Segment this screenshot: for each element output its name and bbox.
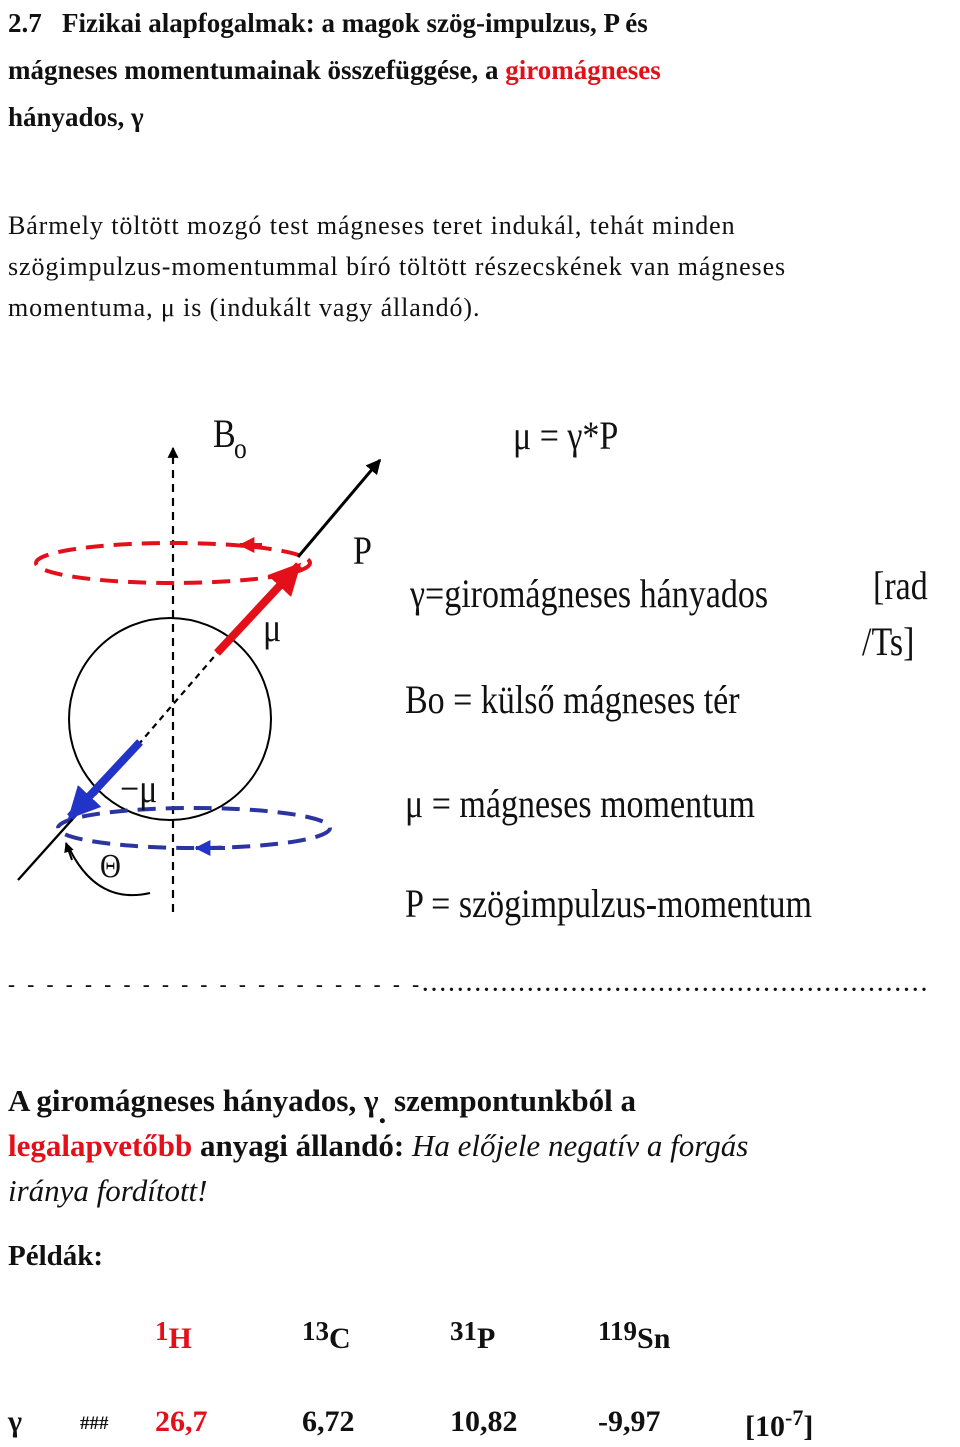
summary-highlight: legalapvetőbb [8, 1128, 193, 1163]
p-definition: P = szögimpulzus-momentum [405, 881, 813, 926]
gamma-value-p31: 10,82 [450, 1405, 518, 1438]
p-label: P [353, 528, 372, 573]
title-text: Fizikai alapfogalmak: a magok szög-impulzus, P és [62, 8, 648, 38]
blue-precession-ellipse [58, 808, 330, 848]
summary-italic: Ha előjele negatív a forgás [411, 1128, 749, 1163]
examples-heading: Példák: [8, 1240, 104, 1272]
summary-line: A giromágneses hányados, γ. szempontunkból a [8, 1083, 637, 1130]
summary-paragraph [8, 1078, 748, 1213]
isotope-p31: $^{31}$P [450, 1316, 496, 1355]
intro-line: momentuma, μ is (indukált vagy állandó). [8, 293, 481, 322]
red-precession-ellipse [36, 543, 310, 583]
separator-line: - - - - - - - - - - - - - - - - - - - - - -.......................................................... [8, 972, 931, 996]
bo-definition: Bo = külső mágneses tér [405, 677, 740, 722]
title-highlight: giromágneses [505, 55, 661, 85]
intro-line: Bármely töltött mozgó test mágneses teret indukál, tehát minden [8, 211, 736, 240]
title-text: mágneses momentumainak összefüggése, a [8, 55, 506, 85]
summary-italic: iránya fordított! [8, 1173, 208, 1208]
section-number: 2.7 [8, 8, 42, 38]
gamma-unit: $[10^{-7}]$ [745, 1405, 814, 1443]
gyro-equation: μ = γ*P [513, 413, 619, 458]
isotope-sn119: $^{119}$Sn [598, 1316, 671, 1355]
gamma-value-h1: 26,7 [155, 1405, 208, 1438]
b-field-label: B [213, 411, 236, 456]
neg-mu-label: −μ [120, 766, 158, 811]
isotope-h1: $^1$H [155, 1316, 192, 1355]
gamma-unit-line-2: /Ts] [862, 619, 915, 664]
gamma-value-c13: 6,72 [302, 1405, 355, 1438]
mu-label: μ [263, 605, 282, 650]
summary-line: legalapvetőbb anyagi állandó: Ha előjele negatív a forgás [8, 1128, 749, 1163]
theta-label: Θ [100, 848, 121, 885]
gamma-row-placeholder: ### [80, 1413, 109, 1434]
gamma-definition: γ=giromágneses hányados [410, 571, 769, 616]
isotope-c13: $^{13}$C [302, 1316, 351, 1355]
gamma-unit-line-1: [rad [873, 563, 928, 608]
mu-definition: μ = mágneses momentum [405, 781, 755, 826]
intro-line: szögimpulzus-momentummal bíró töltött részecskének van mágneses [8, 252, 787, 281]
gamma-row-symbol: γ [8, 1405, 23, 1438]
b-field-subscript: o [234, 432, 247, 465]
title-text: hányados, γ [8, 102, 144, 132]
gamma-value-sn119: -9,97 [598, 1405, 661, 1438]
